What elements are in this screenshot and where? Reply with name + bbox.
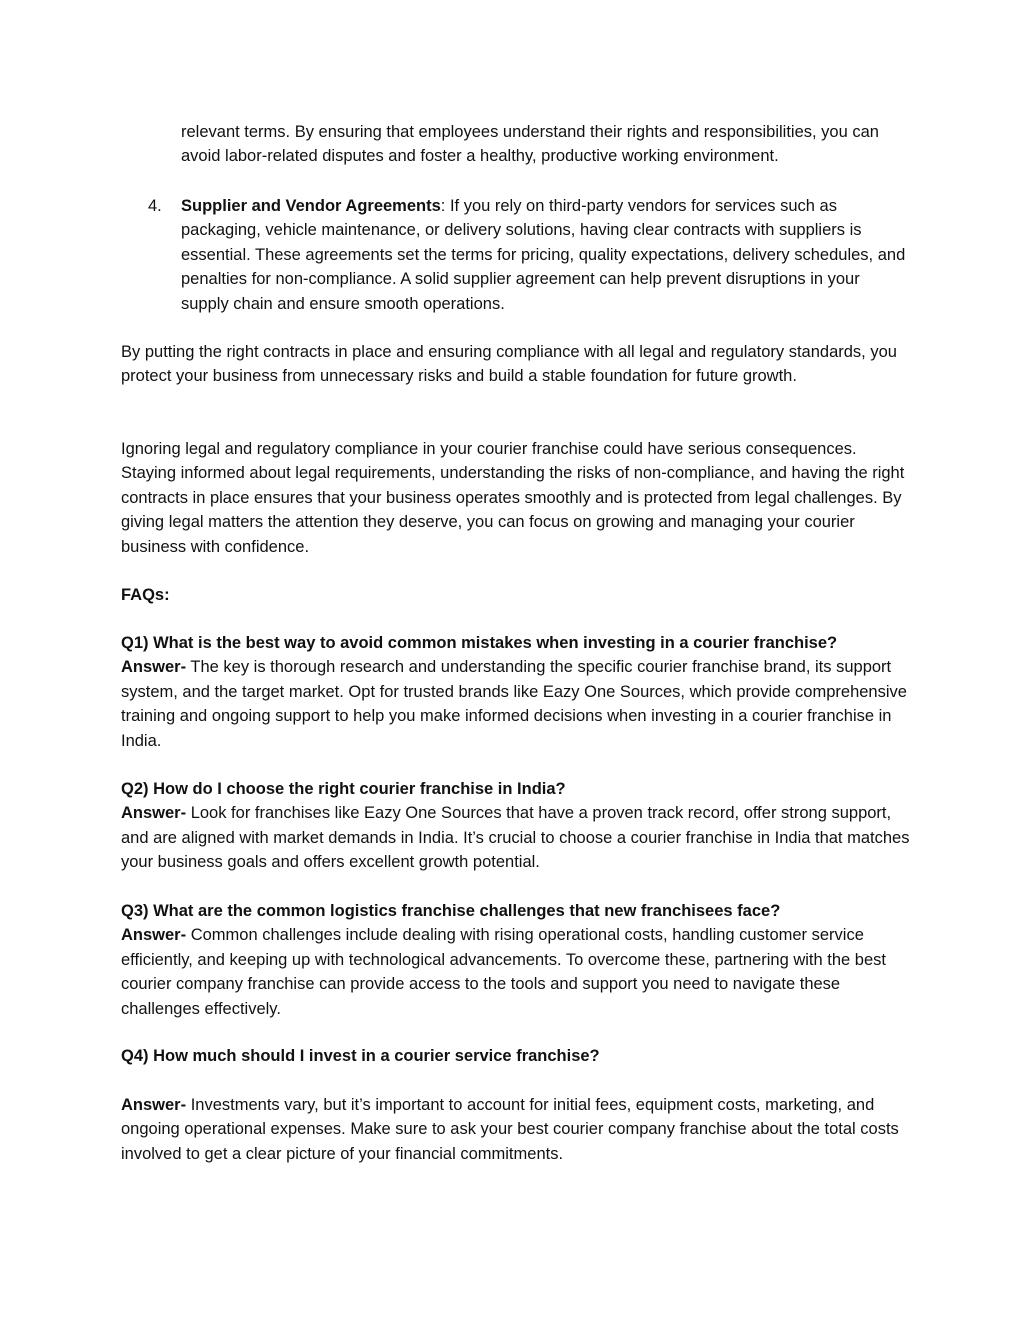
faq-item-4-question (121, 1044, 911, 1068)
faq-question: Q3) What are the common logistics franchise challenges that new franchisees face? (121, 902, 781, 920)
faq-question: Q2) How do I choose the right courier franchise in India? (121, 780, 566, 798)
list-item-4 (181, 194, 906, 316)
faq-item-4-answer (121, 1093, 911, 1166)
faq-answer: Investments vary, but it’s important to account for initial fees, equipment costs, marketing, and ongoing operational expenses. Make sure to ask your best courier company franchise about the total costs involved to get a clear picture of your financial commitments. (121, 1096, 899, 1163)
faq-item-1 (121, 631, 911, 753)
faq-question: Q4) How much should I invest in a courier service franchise? (121, 1047, 600, 1065)
faq-answer-label: Answer- (121, 926, 187, 945)
faq-answer: Common challenges include dealing with rising operational costs, handling customer service efficiently, and keeping up with technological advancements. To overcome these, partnering with the best courier company franchise can provide access to the tools and support you need to navigate these challenges effectively. (121, 926, 886, 1018)
list-item-4-text: : If you rely on third-party vendors for services such as packaging, vehicle maintenance, or delivery solutions, having clear contracts with suppliers is essential. These agreements set the terms for pricing, quality expectations, delivery schedules, and penalties for non-compliance. A solid supplier agreement can help prevent disruptions in your supply chain and ensure smooth operations. (181, 197, 906, 313)
list-item-3-continuation: relevant terms. By ensuring that employees understand their rights and responsibilities, you can avoid labor-related disputes and foster a healthy, productive working environment. (181, 123, 879, 166)
faq-answer-label: Answer- (121, 658, 187, 677)
faq-answer-label: Answer- (121, 1096, 187, 1114)
faq-item-2 (121, 777, 911, 875)
faq-answer-label: Answer- (121, 804, 187, 823)
faq-question: Q1) What is the best way to avoid common mistakes when investing in a courier franchise? (121, 634, 838, 652)
faqs-heading: FAQs: (121, 586, 170, 604)
faq-answer: The key is thorough research and understanding the specific courier franchise brand, its support system, and the target market. Opt for trusted brands like Eazy One Sources, which provide comprehensive training and ongoing support to help you make informed decisions when investing in a courier franchise in India. (121, 658, 907, 750)
list-item-4-number: 4. (148, 197, 162, 215)
faq-item-3 (121, 899, 911, 1021)
faq-answer: Look for franchises like Eazy One Sources that have a proven track record, offer strong support, and are aligned with market demands in India. It’s crucial to choose a courier franchise in India that matches your business goals and offers excellent growth potential. (121, 804, 910, 872)
paragraph-compliance: Ignoring legal and regulatory compliance in your courier franchise could have serious consequences. Staying informed about legal requirements, understanding the risks of non-compliance, and having the right contracts in place ensures that your business operates smoothly and is protected from legal challenges. By giving legal matters the attention they deserve, you can focus on growing and managing your courier business with confidence. (121, 440, 905, 556)
paragraph-contracts: By putting the right contracts in place and ensuring compliance with all legal and regulatory standards, you protect your business from unnecessary risks and build a stable foundation for future growth. (121, 343, 897, 386)
list-item-4-title: Supplier and Vendor Agreements (181, 197, 441, 215)
